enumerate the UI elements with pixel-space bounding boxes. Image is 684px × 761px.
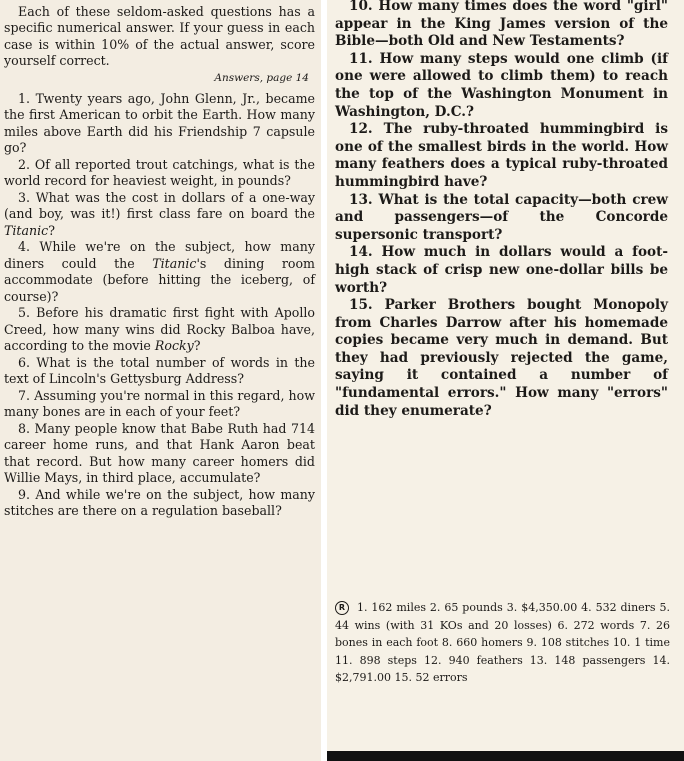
question-11: 11. How many steps would one climb (if one were allowed to climb them) to reach the top of the Washington Monument in Washington, D.C.? [335,50,668,120]
answer-key [335,599,670,687]
right-column [327,0,684,761]
intro-paragraph: Each of these seldom-asked questions has a specific numerical answer. If your guess in each case is within 10% of the actual answer, score yourself correct. [4,4,315,69]
question-8: 8. Many people know that Babe Ruth had 714 career home runs, and that Hank Aaron beat that record. But how many career homers did Willie Mays, in third place, accumulate? [4,420,315,486]
question-5: 5. Before his dramatic first fight with Apollo Creed, how many wins did Rocky Balboa have, according to the movie Rocky? [4,305,315,354]
answer-key-text: 1. 162 miles 2. 65 pounds 3. $4,350.00 4. 532 diners 5. 44 wins (with 31 KOs and 20 losses) 6. 272 words 7. 26 bones in each foot 8. 660 homers 9. 108 stitches 10. 1 time 11. 898 steps 12. 940 feathers 13. 148 passengers 14. $2,791.00 15. 52 errors [335,601,670,685]
question-14: 14. How much in dollars would a foot-high stack of crisp new one-dollar bills be worth? [335,244,668,296]
question-9: 9. And while we're on the subject, how many stitches are there on a regulation baseball? [4,486,315,519]
question-2: 2. Of all reported trout catchings, what is the world record for heaviest weight, in pounds? [4,156,315,189]
rocky-title: Rocky [154,338,194,354]
question-7: 7. Assuming you're normal in this regard, how many bones are in each of your feet? [4,387,315,420]
question-6: 6. What is the total number of words in the text of Lincoln's Gettysburg Address? [4,354,315,387]
titanic-title: Titanic [152,255,197,271]
bottom-edge-strip [327,751,684,761]
answers-page-reference: Answers, page 14 [214,71,309,84]
titanic-title: Titanic [4,222,49,238]
question-10: 10. How many times does the word "girl" appear in the King James version of the Bible—both Old and New Testaments? [335,0,668,50]
question-4: 4. While we're on the subject, how many diners could the Titanic's dining room accommodate (before hitting the iceberg, of course)? [4,239,315,304]
question-3: 3. What was the cost in dollars of a one-way (and boy, was it!) first class fare on board the Titanic? [4,189,315,238]
question-1: 1. Twenty years ago, John Glenn, Jr., became the first American to orbit the Earth. How many miles above Earth did his Friendship 7 capsule go? [4,90,315,156]
left-column [0,0,321,761]
question-12: 12. The ruby-throated hummingbird is one of the smallest birds in the world. How many feathers does a typical ruby-throated hummingbird have? [335,121,668,190]
question-13: 13. What is the total capacity—both crew and passengers—of the Concorde supersonic transport? [335,191,668,243]
registered-logo-icon: R [335,601,349,615]
question-15: 15. Parker Brothers bought Monopoly from Charles Darrow after his homemade copies became very much in demand. But they had previously rejected the game, saying it contained a number of "fundamental errors." How many "errors" did they enumerate? [335,297,668,419]
